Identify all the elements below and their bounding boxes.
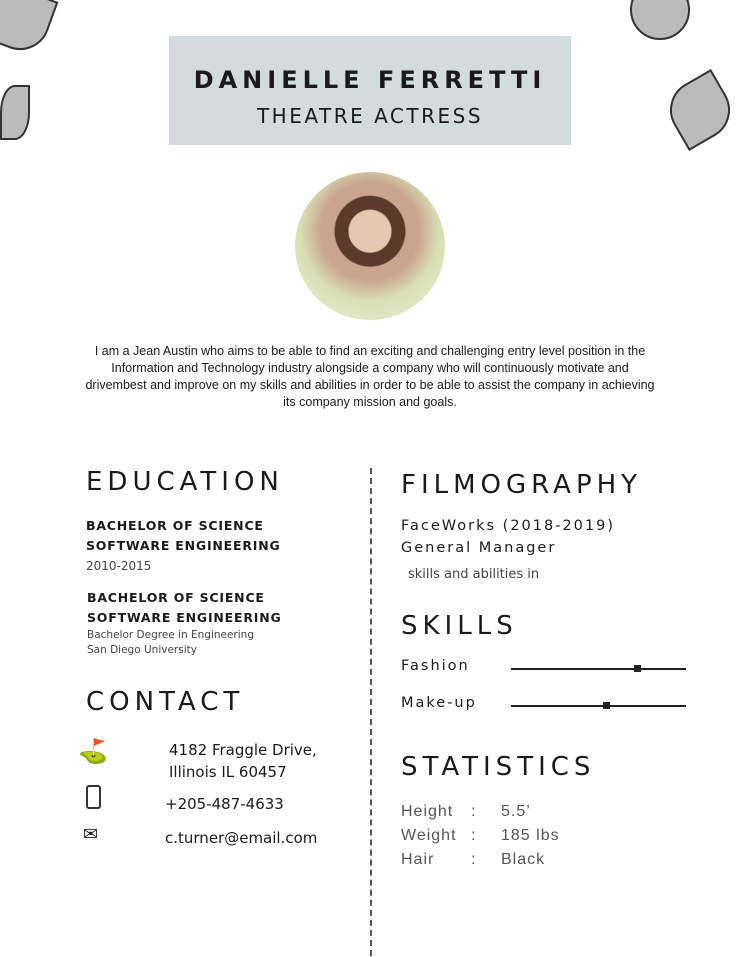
stat-row [401, 800, 560, 824]
skills-heading: SKILLS [401, 611, 518, 641]
phone-icon [86, 785, 101, 809]
floral-decoration-right [659, 69, 740, 151]
film-role: General Manager [401, 540, 557, 556]
statistics-table [401, 800, 560, 872]
phone-number: +205-487-4633 [165, 795, 284, 813]
university: San Diego University [87, 644, 197, 656]
column-divider [370, 468, 372, 956]
stat-label: Height [401, 803, 454, 820]
floral-decoration-right [630, 0, 690, 40]
statistics-heading: STATISTICS [401, 752, 596, 782]
film-company: FaceWorks (2018-2019) [401, 518, 616, 534]
candidate-name: DANIELLE FERRETTI [193, 66, 547, 94]
skill-bar [511, 705, 686, 707]
skill-bar [511, 668, 686, 670]
degree: BACHELOR OF SCIENCE [86, 518, 264, 533]
stat-row [401, 848, 560, 872]
envelope-icon: ✉ [83, 824, 99, 845]
skill-label: Make-up [401, 695, 477, 711]
skill-label: Fashion [401, 658, 470, 674]
stat-value: 185 lbs [501, 827, 560, 844]
filmography-heading: FILMOGRAPHY [401, 470, 643, 500]
skill-level-marker [603, 702, 610, 709]
education-heading: EDUCATION [86, 467, 284, 497]
stat-label: Hair [401, 851, 435, 868]
stat-label: Weight [401, 827, 457, 844]
floral-decoration-left [0, 0, 58, 58]
major: SOFTWARE ENGINEERING [86, 538, 281, 553]
email-link[interactable]: c.turner@email.com [165, 829, 318, 847]
stat-value: Black [501, 851, 546, 868]
name-banner [169, 36, 571, 145]
degree: BACHELOR OF SCIENCE [87, 590, 265, 605]
contact-heading: CONTACT [86, 687, 245, 717]
education-item [87, 588, 282, 658]
address [169, 739, 317, 783]
years: 2010-2015 [86, 559, 152, 573]
stat-sep: : [471, 803, 477, 820]
stat-row [401, 824, 560, 848]
major: SOFTWARE ENGINEERING [87, 610, 282, 625]
address-line-2: Illinois IL 60457 [169, 763, 287, 781]
signpost-icon: ⛳ [78, 737, 108, 765]
stat-value: 5.5’ [501, 803, 531, 820]
film-description: skills and abilities in [408, 567, 540, 582]
degree-detail: Bachelor Degree in Engineering [87, 629, 254, 641]
stat-sep: : [471, 851, 477, 868]
profile-photo [295, 172, 445, 320]
address-line-1: 4182 Fraggle Drive, [169, 741, 317, 759]
stat-sep: : [471, 827, 477, 844]
summary-text: I am a Jean Austin who aims to be able to find an exciting and challenging entry level position in the Information and Technology industry alongside a company who will continuously motivate and drivembest and improve on my skills and abilities in order to be able to assist the company in achieving its company mission and goals. [85, 344, 655, 409]
education-item [86, 516, 281, 576]
candidate-title: THEATRE ACTRESS [256, 104, 484, 128]
skill-level-marker [634, 665, 641, 672]
floral-decoration-left [0, 85, 30, 140]
